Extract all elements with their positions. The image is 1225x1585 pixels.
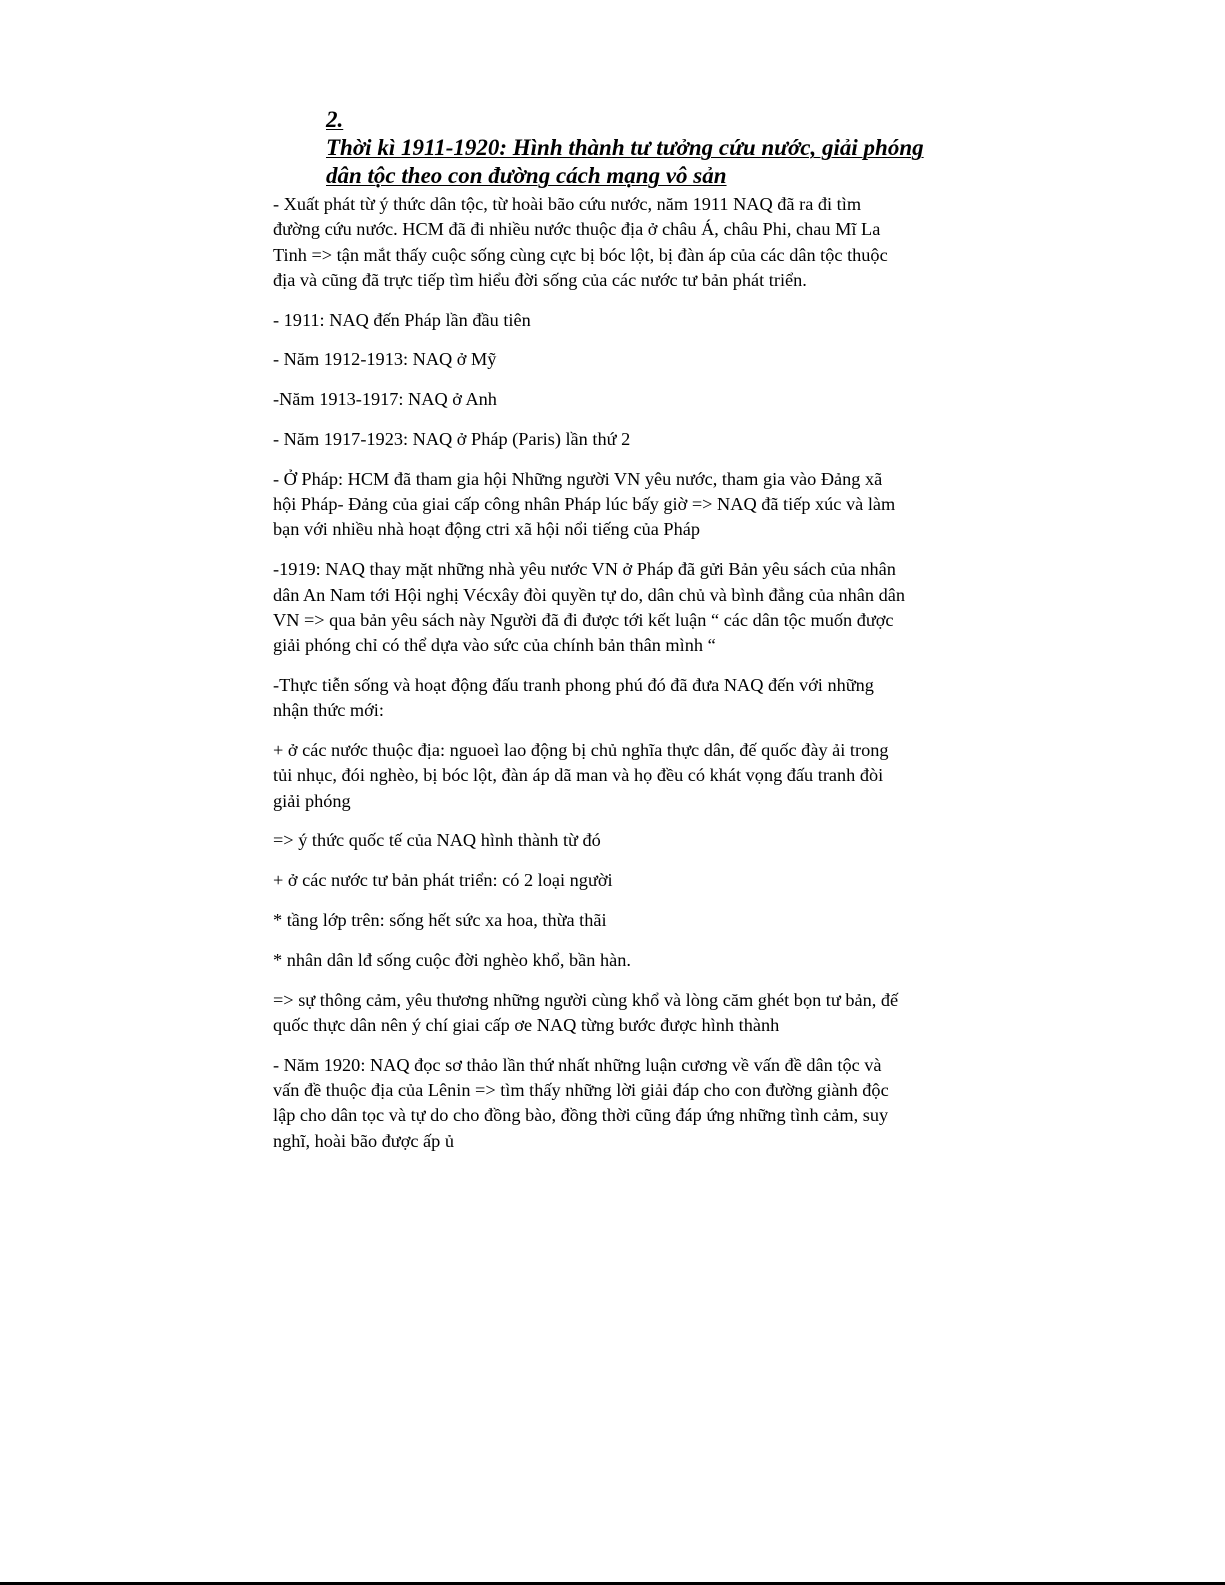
section-title-line: Thời kì 1911-1920: Hình thành tư tưởng cứu nước, giải phóng — [326, 135, 924, 160]
document-body — [273, 106, 963, 1168]
paragraph-line: quốc thực dân nên ý chí giai cấp ơe NAQ từng bước được hình thành — [273, 1014, 780, 1035]
paragraph — [273, 192, 963, 293]
paragraph — [273, 868, 963, 893]
paragraph — [273, 347, 963, 372]
paragraph-line: - Xuất phát từ ý thức dân tộc, từ hoài bão cứu nước, năm 1911 NAQ đã ra đi tìm — [273, 194, 862, 214]
paragraph — [273, 673, 963, 724]
paragraph-list — [273, 192, 963, 1154]
paragraph-line: * tầng lớp trên: sống hết sức xa hoa, thừa thãi — [273, 910, 607, 931]
paragraph-line: + ở các nước thuộc địa: nguoeì lao động bị chủ nghĩa thực dân, đế quốc đày ải trong — [273, 740, 889, 761]
paragraph-line: -Năm 1913-1917: NAQ ở Anh — [273, 389, 497, 410]
paragraph — [273, 308, 963, 333]
paragraph-line: giải phóng chỉ có thể dựa vào sức của chính bản thân mình “ — [273, 635, 716, 656]
paragraph-line: tủi nhục, đói nghèo, bị bóc lột, đàn áp dã man và họ đều có khát vọng đấu tranh đòi — [273, 765, 884, 786]
paragraph — [273, 988, 963, 1039]
paragraph-line: - Năm 1912-1913: NAQ ở Mỹ — [273, 349, 497, 370]
paragraph-line: => sự thông cảm, yêu thương những người cùng khổ và lòng căm ghét bọn tư bản, đế — [273, 989, 899, 1010]
paragraph-line: hội Pháp- Đảng của giai cấp công nhân Pháp lúc bấy giờ => NAQ đã tiếp xúc và làm — [273, 494, 896, 515]
paragraph-line: vấn đề thuộc địa của Lênin => tìm thấy những lời giải đáp cho con đường giành độc — [273, 1080, 889, 1101]
paragraph — [273, 738, 963, 814]
paragraph-line: - 1911: NAQ đến Pháp lần đầu tiên — [273, 309, 531, 330]
paragraph-line: + ở các nước tư bản phát triển: có 2 loại người — [273, 870, 613, 891]
section-title-line: dân tộc theo con đường cách mạng vô sản — [326, 163, 727, 188]
paragraph-line: => ý thức quốc tế của NAQ hình thành từ đó — [273, 830, 601, 851]
section-title — [326, 134, 963, 190]
paragraph-line: Tinh => tận mắt thấy cuộc sống cùng cực bị bóc lột, bị đàn áp của các dân tộc thuộc — [273, 244, 888, 265]
paragraph-line: lập cho dân tọc và tự do cho đồng bào, đồng thời cũng đáp ứng những tình cảm, suy — [273, 1105, 889, 1126]
paragraph-line: VN => qua bản yêu sách này Người đã đi được tới kết luận “ các dân tộc muốn được — [273, 609, 894, 630]
paragraph — [273, 387, 963, 412]
paragraph-line: - Ở Pháp: HCM đã tham gia hội Những người VN yêu nước, tham gia vào Đảng xã — [273, 468, 883, 489]
paragraph — [273, 828, 963, 853]
paragraph-line: giải phóng — [273, 790, 351, 811]
section-heading — [273, 106, 963, 190]
paragraph-line: nghĩ, hoài bão được ấp ủ — [273, 1130, 455, 1151]
paragraph-line: -1919: NAQ thay mặt những nhà yêu nước VN ở Pháp đã gửi Bản yêu sách của nhân — [273, 559, 896, 580]
paragraph-line: - Năm 1917-1923: NAQ ở Pháp (Paris) lần thứ 2 — [273, 429, 631, 450]
section-number: 2. — [326, 107, 344, 132]
paragraph — [273, 908, 963, 933]
paragraph-line: * nhân dân lđ sống cuộc đời nghèo khổ, bần hàn. — [273, 949, 631, 970]
paragraph — [273, 467, 963, 543]
paragraph-line: bạn với nhiều nhà hoạt động ctri xã hội nổi tiếng của Pháp — [273, 519, 700, 540]
paragraph — [273, 557, 963, 658]
paragraph-line: đường cứu nước. HCM đã đi nhiều nước thuộc địa ở châu Á, châu Phi, chau Mĩ La — [273, 219, 881, 240]
paragraph — [273, 427, 963, 452]
paragraph-line: dân An Nam tới Hội nghị Vécxây đòi quyền tự do, dân chủ và bình đẳng của nhân dân — [273, 584, 906, 605]
paragraph-line: địa và cũng đã trực tiếp tìm hiểu đời sống của các nước tư bản phát triển. — [273, 269, 807, 290]
paragraph-line: -Thực tiễn sống và hoạt động đấu tranh phong phú đó đã đưa NAQ đến với những — [273, 674, 874, 695]
paragraph — [273, 1053, 963, 1154]
paragraph — [273, 948, 963, 973]
paragraph-line: - Năm 1920: NAQ đọc sơ thảo lần thứ nhất những luận cương về vấn đề dân tộc và — [273, 1054, 882, 1075]
paragraph-line: nhận thức mới: — [273, 700, 384, 721]
